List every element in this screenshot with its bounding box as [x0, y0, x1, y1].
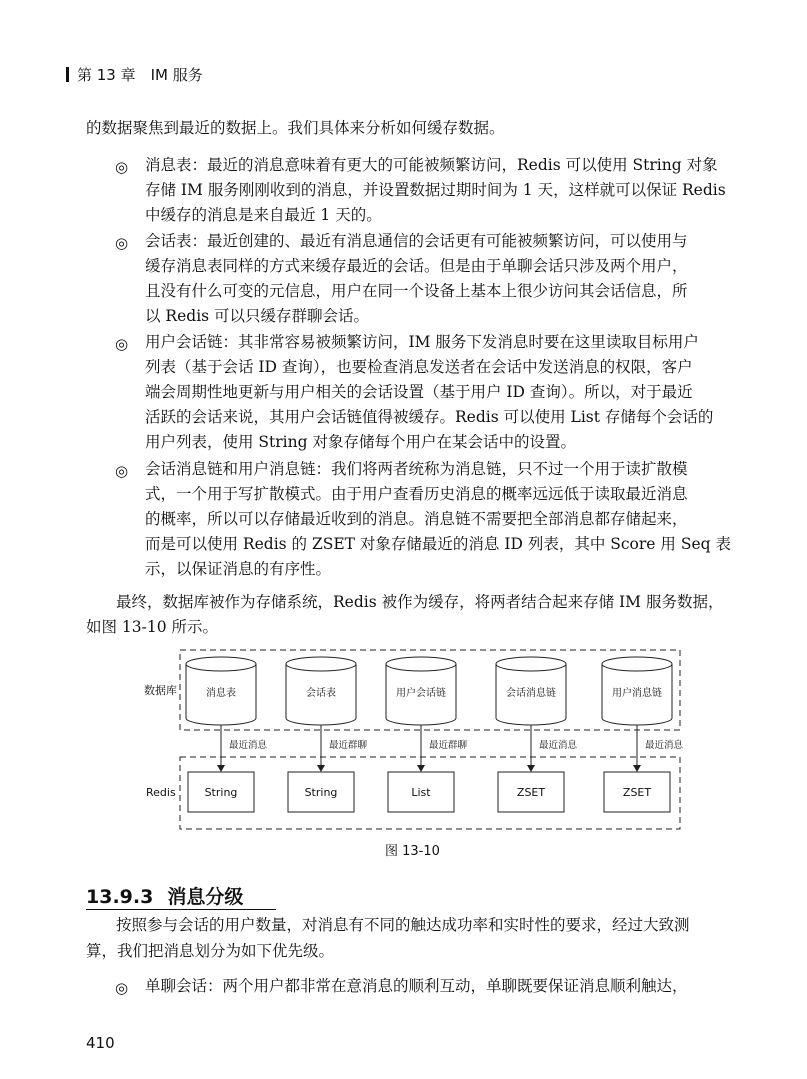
item-line: 示，以保证消息的有序性。	[145, 560, 332, 578]
bullet-icon: ◎	[115, 462, 129, 480]
database-table-label: 会话表	[306, 688, 336, 699]
database-cylinder-top	[186, 657, 256, 671]
redis-cache-label: String	[304, 786, 338, 799]
item-line: 列表（基于会话 ID 查询），也要检查消息发送者在会话中发送消息的权限，客户	[145, 358, 693, 376]
database-cylinder-top	[286, 657, 356, 671]
section-heading	[86, 882, 243, 909]
chapter-title: 第 13 章 IM 服务	[77, 66, 203, 84]
bullet-icon: ◎	[115, 234, 129, 252]
section-title: 消息分级	[167, 886, 244, 908]
redis-cache-label: String	[204, 786, 238, 799]
intro-paragraph: 的数据聚焦到最近的数据上。我们具体来分析如何缓存数据。	[86, 119, 505, 137]
section-body-line: 按照参与会话的用户数量，对消息有不同的触达成功率和实时性的要求，经过大致测	[116, 916, 690, 934]
conclusion-line: 最终，数据库被作为存储系统，Redis 被作为缓存，将两者结合起来存储 IM 服务数据，	[116, 593, 724, 611]
item-line: 且没有什么可变的元信息，用户在同一个设备上基本上很少访问其会话信息，所	[145, 282, 688, 300]
redis-cache-label: ZSET	[516, 786, 546, 799]
item-line: 用户列表，使用 String 对象存储每个用户在某会话中的设置。	[145, 433, 576, 451]
page-number: 410	[86, 1034, 115, 1052]
item-line: 单聊会话：两个用户都非常在意消息的顺利互动，单聊既要保证消息顺利触达，	[145, 977, 688, 995]
arrow-label: 最近群聊	[429, 740, 468, 751]
item-line: 会话消息链和用户消息链：我们将两者统称为消息链，只不过一个用于读扩散模	[145, 460, 688, 478]
bullet-icon: ◎	[115, 335, 129, 353]
database-table-label: 用户会话链	[396, 688, 446, 699]
redis-cache-label: List	[411, 786, 431, 799]
item-line: 消息表：最近的消息意味着有更大的可能被频繁访问，Redis 可以使用 String 对象	[145, 156, 718, 174]
item-line: 缓存消息表同样的方式来缓存最近的会话。但是由于单聊会话只涉及两个用户，	[145, 257, 688, 275]
item-line: 用户会话链：其非常容易被频繁访问，IM 服务下发消息时要在这里读取目标用户	[145, 333, 699, 351]
arrow-label: 最近消息	[539, 740, 578, 751]
arrow-label: 最近群聊	[329, 740, 368, 751]
arrow-label: 最近消息	[229, 740, 268, 751]
item-line: 的概率，所以可以存储最近收到的消息。消息链不需要把全部消息都存储起来，	[145, 510, 688, 528]
database-label: 数据库	[144, 684, 177, 697]
redis-cache-label: ZSET	[622, 786, 652, 799]
redis-label: Redis	[146, 786, 176, 799]
section-body-line: 算，我们把消息划分为如下优先级。	[86, 942, 335, 960]
item-line: 活跃的会话来说，其用户会话链值得被缓存。Redis 可以使用 List 存储每个会话的	[145, 408, 714, 426]
database-table-label: 消息表	[206, 688, 236, 699]
bullet-icon: ◎	[115, 979, 129, 997]
item-line: 式，一个用于写扩散模式。由于用户查看历史消息的概率远远低于读取最近消息	[145, 485, 688, 503]
arrow-label: 最近消息	[645, 740, 684, 751]
figure-caption: 图 13-10	[385, 844, 440, 859]
item-line: 以 Redis 可以只缓存群聊会话。	[145, 307, 370, 325]
conclusion-line: 如图 13-10 所示。	[86, 618, 219, 636]
section-number: 13.9.3	[86, 886, 154, 908]
database-cylinder-top	[386, 657, 456, 671]
item-line: 端会周期性地更新与用户相关的会话设置（基于用户 ID 查询）。所以，对于最近	[145, 383, 693, 401]
database-cylinder-top	[602, 657, 672, 671]
item-line: 中缓存的消息是来自最近 1 天的。	[145, 206, 382, 224]
item-line: 存储 IM 服务刚刚收到的消息，并设置数据过期时间为 1 天，这样就可以保证 Redis	[145, 181, 726, 199]
database-cylinder-top	[496, 657, 566, 671]
section-rule	[86, 909, 276, 910]
item-line: 会话表：最近创建的、最近有消息通信的会话更有可能被频繁访问，可以使用与	[145, 232, 688, 250]
database-table-label: 会话消息链	[506, 688, 556, 699]
database-table-label: 用户消息链	[612, 688, 662, 699]
item-line: 而是可以使用 Redis 的 ZSET 对象存储最近的消息 ID 列表，其中 Score 用 Seq 表	[145, 535, 731, 553]
bullet-icon: ◎	[115, 158, 129, 176]
